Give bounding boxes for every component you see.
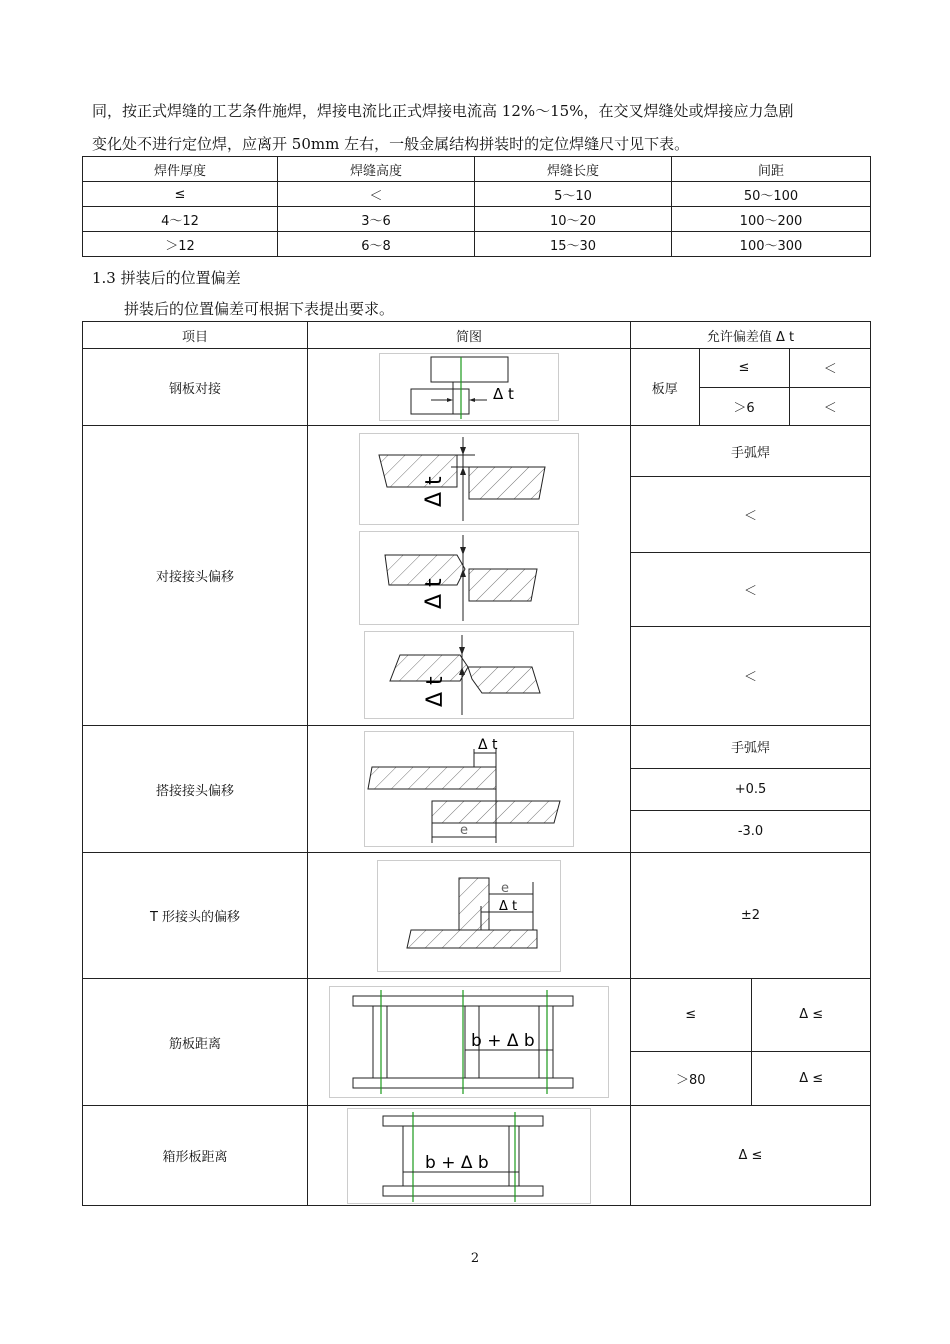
tolerance-value: ≤ — [631, 979, 751, 1051]
header-cell: 间距 — [672, 157, 871, 182]
tolerance-value: +0.5 — [631, 768, 870, 810]
item-cell: 筋板距离 — [83, 979, 308, 1106]
b-delta-b-label: b + Δ b — [425, 1152, 489, 1173]
tolerance-value: ＞80 — [631, 1051, 751, 1105]
tolerance-subtable — [631, 427, 870, 725]
table-header-row — [83, 322, 871, 349]
figure-cell — [308, 426, 631, 726]
table-row — [83, 726, 871, 853]
item-cell: 搭接接头偏移 — [83, 726, 308, 853]
tolerance-value: ＜ — [631, 477, 870, 553]
item-cell: T 形接头的偏移 — [83, 853, 308, 979]
table-cell: ＜ — [278, 182, 475, 207]
tolerance-value: ±2 — [631, 853, 871, 979]
rib-spacing-figure — [329, 986, 609, 1098]
delta-t-label: Δ t — [422, 577, 447, 609]
header-cell: 简图 — [308, 322, 631, 349]
item-cell: 钢板对接 — [83, 349, 308, 426]
table-cell: 100～300 — [672, 232, 871, 257]
tolerance-value: ＞6 — [699, 387, 789, 425]
table-cell: 4～12 — [83, 207, 278, 232]
table-row — [83, 182, 871, 207]
table-row — [83, 1106, 871, 1206]
intro-line-1: 同，按正式焊缝的工艺条件施焊，焊接电流比正式焊接电流高 12%～15%，在交叉焊缝处或焊接应力急剧 — [92, 102, 794, 120]
delta-t-label: Δ t — [478, 737, 498, 753]
tolerance-value: Δ ≤ — [751, 979, 871, 1051]
figure-cell — [308, 979, 631, 1106]
table-row — [83, 349, 871, 426]
tolerance-value: Δ ≤ — [631, 1106, 871, 1206]
box-spacing-figure — [347, 1108, 591, 1204]
figure-cell — [308, 1106, 631, 1206]
delta-t-label: Δ t — [499, 898, 518, 914]
table-row — [83, 426, 871, 726]
table-cell: 3～6 — [278, 207, 475, 232]
table-cell: ＞12 — [83, 232, 278, 257]
b-delta-b-label: b + Δ b — [471, 1031, 535, 1051]
plate-butt-figure — [379, 353, 559, 421]
table-row — [83, 853, 871, 979]
table-header-row — [83, 157, 871, 182]
tolerance-value: -3.0 — [737, 823, 764, 839]
e-label: e — [460, 823, 468, 838]
tolerance-value: Δ ≤ — [799, 1070, 824, 1086]
figure-cell — [308, 853, 631, 979]
table-cell: 100～200 — [672, 207, 871, 232]
table-cell: ≤ — [83, 182, 278, 207]
tolerance-cell — [631, 426, 871, 726]
tolerance-value: ≤ — [699, 349, 789, 387]
butt-offset-figure-2 — [359, 531, 579, 625]
weld-method-label: 手弧焊 — [631, 726, 870, 768]
header-cell: 焊缝高度 — [278, 157, 475, 182]
tolerance-value: ＜ — [631, 553, 870, 627]
lap-joint-figure — [364, 731, 574, 847]
tolerance-value: ＜ — [823, 400, 837, 416]
header-cell: 焊件厚度 — [83, 157, 278, 182]
figure-cell — [308, 349, 631, 426]
table-row — [83, 232, 871, 257]
tolerance-value: ＜ — [743, 670, 757, 686]
table-cell: 6～8 — [278, 232, 475, 257]
thickness-label: 板厚 — [631, 349, 699, 425]
header-cell: 焊缝长度 — [475, 157, 672, 182]
table-cell: 50～100 — [672, 182, 871, 207]
intro-line-2: 变化处不进行定位焊，应离开 50mm 左右，一般金属结构拼装时的定位焊缝尺寸见下表。 — [92, 135, 690, 153]
header-cell: 项目 — [83, 322, 308, 349]
table-cell: 5～10 — [475, 182, 672, 207]
figure-cell — [308, 726, 631, 853]
section-heading: 1.3 拼装后的位置偏差 — [92, 269, 241, 287]
table-row — [83, 207, 871, 232]
position-deviation-table — [82, 321, 871, 1206]
table-cell: 10～20 — [475, 207, 672, 232]
butt-offset-figure-3 — [364, 631, 574, 719]
tolerance-value: ＜ — [789, 349, 871, 387]
section-paragraph: 拼装后的位置偏差可根据下表提出要求。 — [124, 300, 395, 318]
weld-method-label: 手弧焊 — [631, 427, 870, 477]
tolerance-cell — [631, 979, 871, 1106]
tolerance-subtable — [631, 979, 871, 1105]
tolerance-cell — [631, 349, 871, 426]
table-row — [83, 979, 871, 1106]
tack-weld-table — [82, 156, 871, 257]
tolerance-cell — [631, 726, 871, 853]
header-cell: 允许偏差值 Δ t — [631, 322, 871, 349]
t-joint-figure — [377, 860, 561, 972]
butt-offset-figure-1 — [359, 433, 579, 525]
item-cell: 对接接头偏移 — [83, 426, 308, 726]
e-label: e — [501, 880, 509, 896]
delta-t-label: Δ t — [493, 385, 514, 403]
tolerance-subtable — [631, 349, 871, 425]
tolerance-subtable — [631, 726, 870, 852]
table-cell: 15～30 — [475, 232, 672, 257]
delta-t-label: Δ t — [423, 675, 448, 707]
page-number: 2 — [470, 1251, 480, 1266]
delta-t-label: Δ t — [422, 475, 447, 507]
item-cell: 箱形板距离 — [83, 1106, 308, 1206]
